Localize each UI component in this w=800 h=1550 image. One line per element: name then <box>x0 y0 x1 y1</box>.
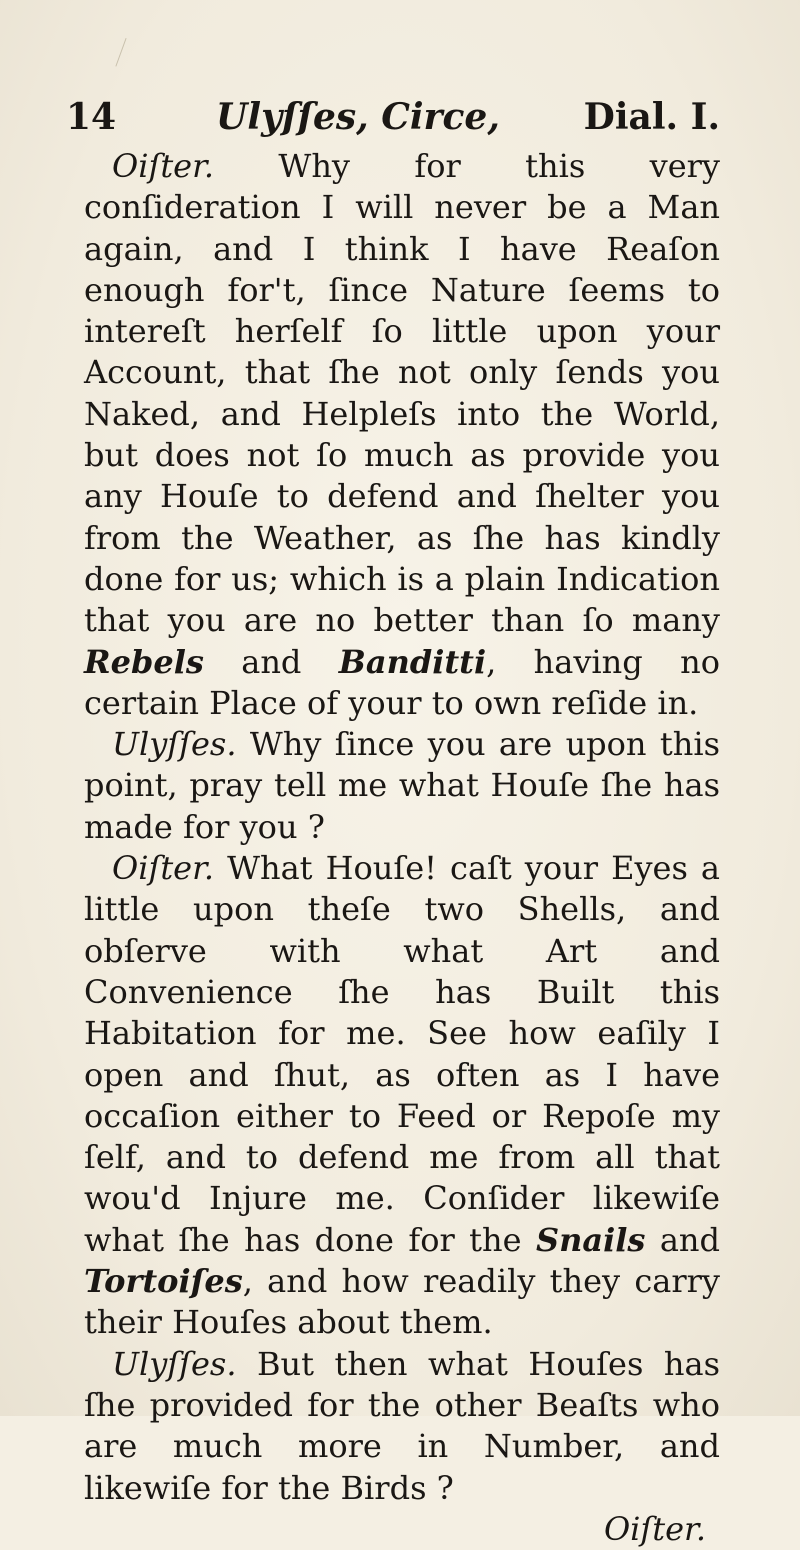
paragraph-text: , having no certain Place of your to own reſide in. <box>84 642 720 722</box>
running-title: Ulyſſes, Circe, <box>216 96 500 138</box>
paragraph-text: and <box>645 1220 720 1259</box>
paragraph-text: Why for this very conſideration I will never be a Man again, and I think I have Reaſon enough for't, ſince Nature ſeems to intereſt herſelf ſo little upon your Account, that ſhe not only ſends you Naked, and Helpleſs into the World, but does not ſo much as provide you any Houſe to defend and ſhelter you from the Weather, as ſhe has kindly done for us; which is a plain Indication that you are no better than ſo many <box>84 147 720 640</box>
paragraph-ulysses-1 <box>84 724 720 848</box>
speaker-name: Ulyſſes. <box>112 1344 237 1383</box>
italic-term: Banditti <box>338 642 487 681</box>
catchword: Oiſter. <box>603 1509 706 1548</box>
page-body <box>84 146 720 1550</box>
italic-term: Rebels <box>84 642 204 681</box>
section-label: Dial. I. <box>583 96 720 138</box>
paragraph-oister-2 <box>84 848 720 1344</box>
speaker-name: Oiſter. <box>112 849 215 888</box>
paragraph-text: What Houſe! caſt your Eyes a little upon theſe two Shells, and obſerve with what Art and Convenience ſhe has Built this Habitation for me. See how eaſily I open and ſhut, as often as I have occaſion either to Feed or Repoſe my ſelf, and to defend me from all that wou'd Injure me. Conſider likewiſe what ſhe has done for the <box>84 849 720 1259</box>
paragraph-text: Why ſince you are upon this point, pray tell me what Houſe ſhe has made for you ? <box>84 725 720 846</box>
paragraph-text: , and how readily they carry their Houſes about them. <box>84 1262 720 1342</box>
page-mark <box>115 38 141 72</box>
page-number: 14 <box>66 96 117 138</box>
paragraph-ulysses-2 <box>84 1344 720 1509</box>
running-header <box>66 96 720 140</box>
speaker-name: Ulyſſes. <box>112 725 237 764</box>
paragraph-text: But then what Houſes has ſhe provided for the other Beaſts who are much more in Number, and likewiſe for the Birds ? <box>84 1344 720 1507</box>
italic-term: Snails <box>535 1220 646 1259</box>
speaker-name: Oiſter. <box>112 147 215 185</box>
paragraph-oister-1 <box>84 146 720 724</box>
paragraph-text: and <box>203 642 339 681</box>
italic-term: Tortoiſes <box>84 1262 243 1301</box>
